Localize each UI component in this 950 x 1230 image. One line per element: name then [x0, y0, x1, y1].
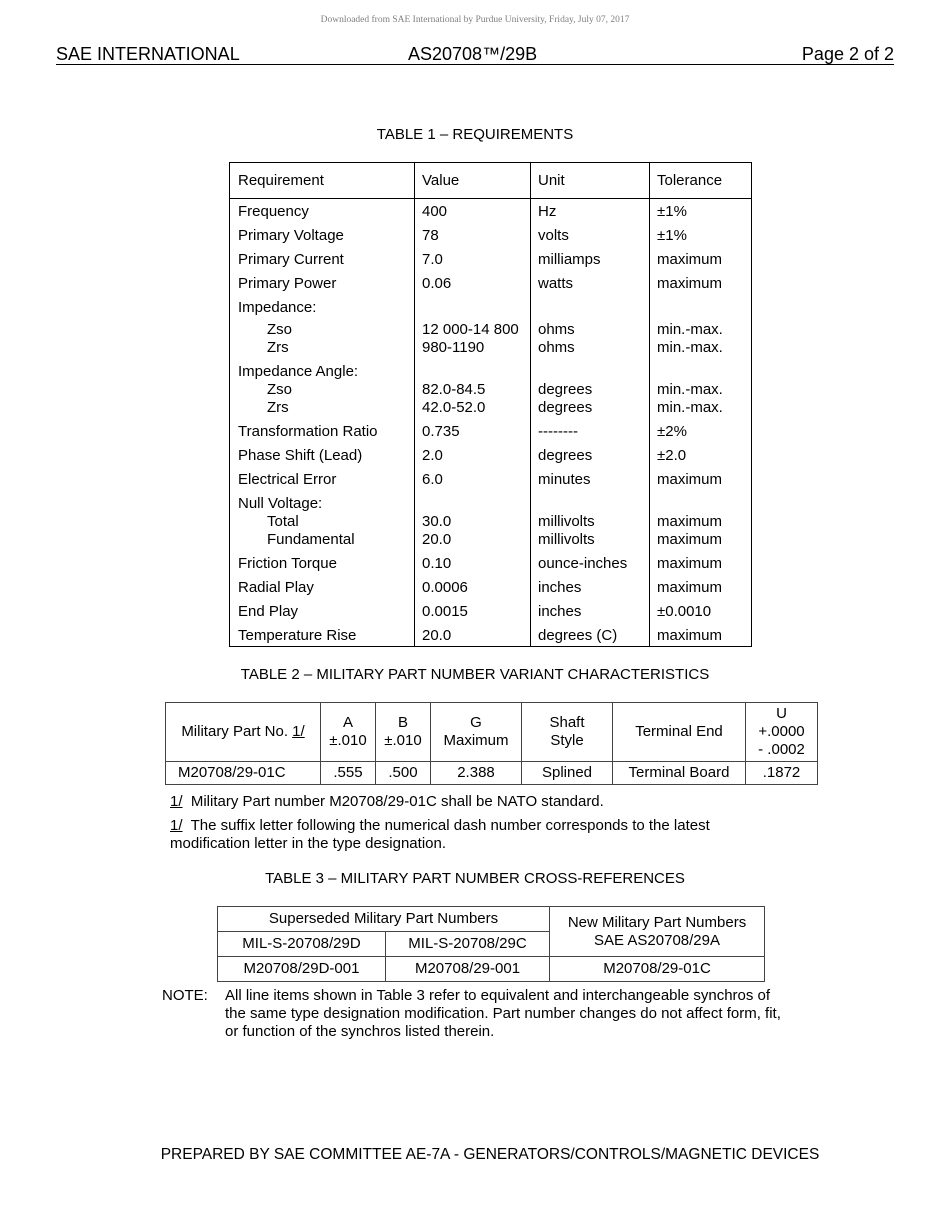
table1-cell-req: Radial Play	[238, 579, 314, 596]
table2-cell-terminal: Terminal Board	[613, 762, 746, 785]
note-label: NOTE:	[162, 987, 208, 1004]
table2-footnote-1	[170, 793, 770, 811]
table1-cell-unit: degrees	[538, 447, 593, 464]
requirements-table	[229, 162, 752, 647]
table1-cell-unit: degrees	[538, 381, 593, 398]
table3-cell: M20708/29-001	[386, 957, 550, 982]
table1-cell-unit: inches	[538, 603, 582, 620]
table1-caption: TABLE 1 – REQUIREMENTS	[376, 126, 574, 143]
u-upper-tolerance: +.0000	[758, 723, 805, 740]
table2-header-b	[376, 703, 431, 762]
table3-header-superseded: Superseded Military Part Numbers	[218, 907, 550, 932]
table1-cell-tol: maximum	[657, 513, 723, 530]
table1-cell-value: 2.0	[422, 447, 443, 464]
table1-cell-value: 30.0	[422, 513, 452, 530]
table1-cell-req: Zso	[267, 321, 293, 338]
table1-cell-tol: maximum	[657, 531, 723, 548]
table2-cell-u: .1872	[746, 762, 818, 785]
cross-reference-table	[217, 906, 765, 982]
table1-cell-unit: Hz	[538, 203, 557, 220]
footnote-text: The suffix letter following the numerical dash number corresponds to the latest modification letter in the type designation.	[170, 817, 714, 852]
table2-header-part-no	[166, 703, 321, 762]
table1-cell-req: Phase Shift (Lead)	[238, 447, 363, 464]
table2-cell-a: .555	[321, 762, 376, 785]
table1-cell-req: Frequency	[238, 203, 309, 220]
table1-cell-unit: millivolts	[538, 531, 595, 548]
table1-cell-value: 78	[422, 227, 439, 244]
table3-header-new	[550, 907, 765, 957]
table1-cell-unit: watts	[538, 275, 574, 292]
table1-cell-tol: maximum	[657, 627, 723, 644]
table2-cell-g: 2.388	[431, 762, 522, 785]
table1-cell-value: 0.0015	[422, 603, 468, 620]
table1-cell-req: Primary Voltage	[238, 227, 344, 244]
page-header	[56, 44, 894, 65]
table1-cell-req: Fundamental	[267, 531, 355, 548]
table1-cell-unit: millivolts	[538, 513, 595, 530]
table2-cell-shaft: Splined	[522, 762, 613, 785]
table1-cell-value: 0.06	[422, 275, 452, 292]
table1-cell-unit: degrees	[538, 399, 593, 416]
table1-cell-unit: ounce-inches	[538, 555, 628, 572]
footnote-ref: 1/	[292, 723, 305, 740]
table2-header-shaft	[522, 703, 613, 762]
table1-header-tolerance: Tolerance	[657, 172, 723, 189]
table2-header-u	[746, 703, 818, 762]
table1-cell-value: 82.0-84.5	[422, 381, 486, 398]
table1-cell-tol: maximum	[657, 275, 723, 292]
table1-cell-unit: inches	[538, 579, 582, 596]
table1-header-requirement: Requirement	[238, 172, 324, 189]
variant-characteristics-table	[165, 702, 818, 785]
g-label: G	[470, 714, 482, 731]
table1-divider	[414, 163, 415, 646]
shaft-label: Shaft	[549, 714, 585, 731]
part-no-label: Military Part No.	[181, 723, 293, 740]
table1-cell-value: 0.10	[422, 555, 452, 572]
table1-cell-unit: --------	[538, 423, 578, 440]
table1-cell-tol: maximum	[657, 471, 723, 488]
table2-cell-b: .500	[376, 762, 431, 785]
table3-caption: TABLE 3 – MILITARY PART NUMBER CROSS-REFERENCES	[265, 870, 685, 887]
table1-cell-value: 20.0	[422, 531, 452, 548]
table1-cell-value: 7.0	[422, 251, 443, 268]
table1-cell-req: End Play	[238, 603, 299, 620]
table1-cell-unit: minutes	[538, 471, 591, 488]
table1-cell-req: Impedance:	[238, 299, 317, 316]
table3-header-row	[218, 907, 765, 932]
table1-cell-tol: ±1%	[657, 203, 687, 220]
table1-cell-tol: maximum	[657, 251, 723, 268]
a-label: A	[342, 714, 353, 731]
g-tolerance: Maximum	[443, 732, 509, 749]
download-watermark: Downloaded from SAE International by Purdue University, Friday, July 07, 2017	[320, 15, 630, 25]
table1-cell-value: 12 000-14 800	[422, 321, 519, 338]
table1-cell-value: 0.0006	[422, 579, 468, 596]
table1-cell-unit: ohms	[538, 321, 575, 338]
footnote-ref: 1/	[170, 817, 183, 834]
table1-cell-tol: ±0.0010	[657, 603, 712, 620]
table1-cell-tol: ±2.0	[657, 447, 687, 464]
table1-cell-tol: maximum	[657, 555, 723, 572]
header-page-number: Page 2 of 2	[801, 44, 894, 64]
footnote-text: Military Part number M20708/29-01C shall be NATO standard.	[182, 793, 604, 810]
a-tolerance: ±.010	[329, 732, 367, 749]
table1-cell-req: Transformation Ratio	[238, 423, 378, 440]
table1-cell-tol: ±1%	[657, 227, 687, 244]
table1-cell-tol: maximum	[657, 579, 723, 596]
table1-cell-req: Electrical Error	[238, 471, 337, 488]
table1-cell-tol: min.-max.	[657, 381, 723, 398]
table2-cell-part-no: M20708/29-01C	[166, 762, 321, 785]
table1-header-divider	[230, 198, 751, 199]
table1-cell-req: Temperature Rise	[238, 627, 357, 644]
table1-cell-req: Impedance Angle:	[238, 363, 359, 380]
footnote-ref: 1/	[170, 793, 183, 810]
table1-cell-tol: min.-max.	[657, 321, 723, 338]
table1-cell-req: Primary Current	[238, 251, 344, 268]
header-document-number: AS20708™/29B	[408, 44, 538, 64]
table1-cell-value: 6.0	[422, 471, 443, 488]
table1-cell-req: Zso	[267, 381, 293, 398]
table1-cell-tol: min.-max.	[657, 339, 723, 356]
table1-divider	[530, 163, 531, 646]
table1-cell-req: Null Voltage:	[238, 495, 323, 512]
header-organization: SAE INTERNATIONAL	[56, 44, 240, 64]
table1-cell-unit: ohms	[538, 339, 575, 356]
table1-cell-value: 400	[422, 203, 448, 220]
table1-divider	[649, 163, 650, 646]
table2-header-terminal: Terminal End	[613, 703, 746, 762]
b-tolerance: ±.010	[384, 732, 422, 749]
table1-cell-value: 0.735	[422, 423, 460, 440]
table1-cell-unit: degrees (C)	[538, 627, 618, 644]
u-lower-tolerance: - .0002	[758, 741, 805, 758]
table3-cell: MIL-S-20708/29D	[218, 932, 386, 957]
table1-header-value: Value	[422, 172, 460, 189]
table1-cell-req: Zrs	[267, 339, 289, 356]
table1-cell-value: 42.0-52.0	[422, 399, 486, 416]
table1-cell-tol: min.-max.	[657, 399, 723, 416]
table2-header-row	[166, 703, 818, 762]
table1-cell-unit: volts	[538, 227, 569, 244]
page-footer: PREPARED BY SAE COMMITTEE AE-7A - GENERATORS/CONTROLS/MAGNETIC DEVICES	[160, 1146, 820, 1163]
table2-footnote-2	[170, 817, 750, 853]
table3-cell: M20708/29D-001	[218, 957, 386, 982]
table-row	[218, 957, 765, 982]
table1-cell-req: Zrs	[267, 399, 289, 416]
table3-cell-sae: SAE AS20708/29A	[594, 931, 720, 949]
table1-cell-req: Friction Torque	[238, 555, 337, 572]
note-text: All line items shown in Table 3 refer to equivalent and interchangeable synchros of the same type designation modification. Part number changes do not affect form, fit, or function of the synchros listed therein.	[225, 987, 781, 1040]
table2-header-a	[321, 703, 376, 762]
table-row	[166, 762, 818, 785]
table1-cell-req: Total	[267, 513, 299, 530]
table2-header-g	[431, 703, 522, 762]
b-label: B	[397, 714, 408, 731]
table1-cell-value: 20.0	[422, 627, 452, 644]
new-header-label: New Military Part Numbers	[567, 913, 747, 931]
table3-cell: M20708/29-01C	[550, 957, 765, 982]
table1-cell-req: Primary Power	[238, 275, 337, 292]
table1-cell-value: 980-1190	[422, 339, 485, 356]
style-label: Style	[550, 732, 584, 749]
table2-caption: TABLE 2 – MILITARY PART NUMBER VARIANT CHARACTERISTICS	[240, 666, 710, 683]
table1-cell-unit: milliamps	[538, 251, 601, 268]
u-label: U	[776, 705, 787, 722]
table3-cell: MIL-S-20708/29C	[386, 932, 550, 957]
table1-cell-tol: ±2%	[657, 423, 687, 440]
table1-header-unit: Unit	[538, 172, 565, 189]
